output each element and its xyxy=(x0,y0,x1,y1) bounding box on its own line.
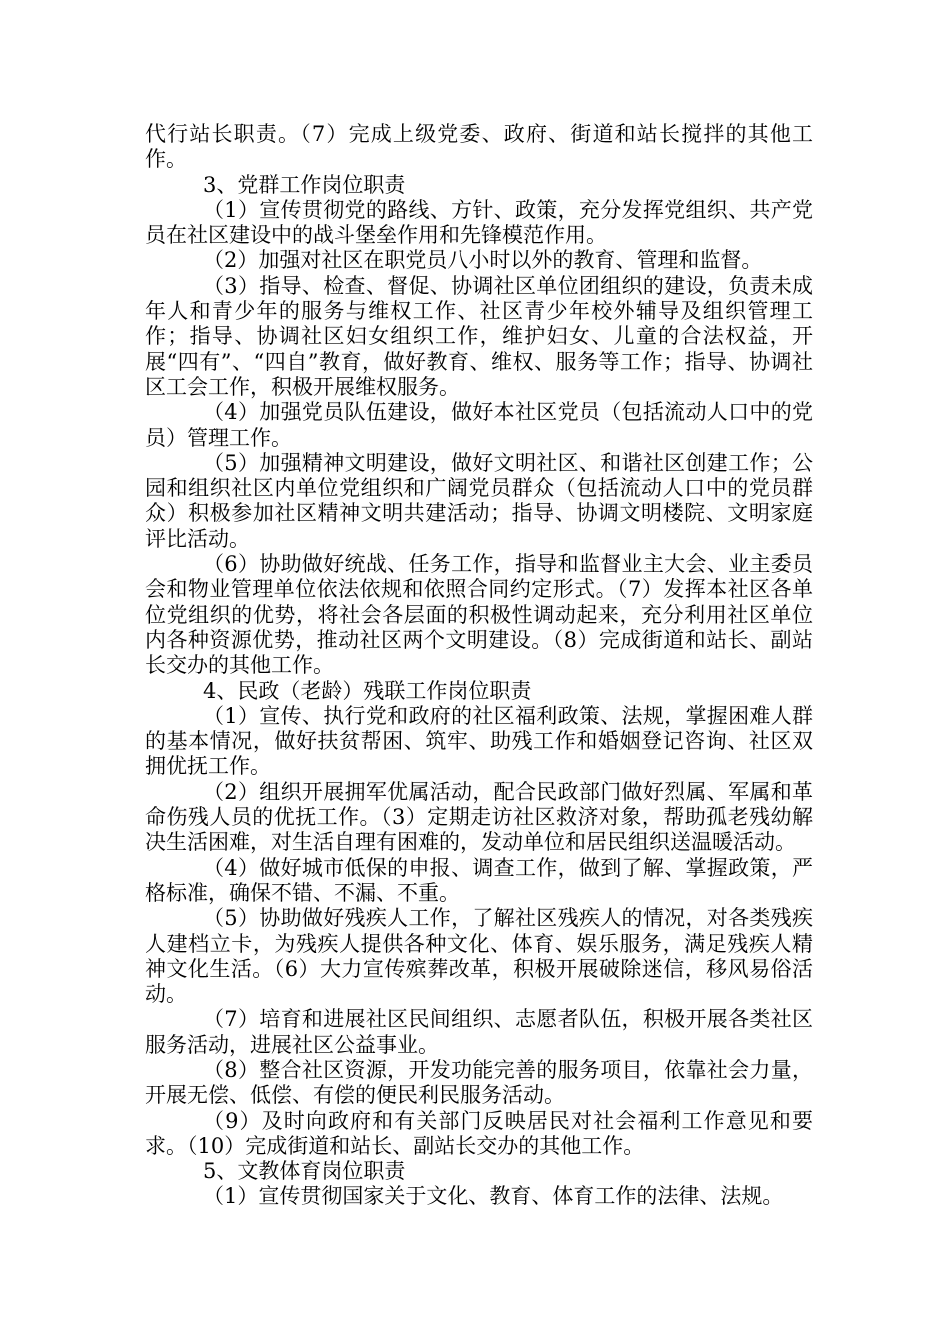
paragraph: （8）整合社区资源，开发功能完善的服务项目，依靠社会力量，开展无偿、低偿、有偿的便民利民服务活动。 xyxy=(145,1057,813,1108)
paragraph: （4）加强党员队伍建设，做好本社区党员（包括流动人口中的党员）管理工作。 xyxy=(145,400,813,450)
section-heading: 5、文教体育岗位职责 xyxy=(203,1159,406,1184)
paragraph: （6）协助做好统战、任务工作，指导和监督业主大会、业主委员会和物业管理单位依法依规和依照合同约定形式。（7）发挥本社区各单位党组织的优势，将社会各层面的积极性调动起来，充分利用社区单位内各种资源优势，推动社区两个文明建设。（8）完成街道和站长、副站长交办的其他工作。 xyxy=(145,552,813,678)
paragraph: 代行站长职责。（7）完成上级党委、政府、街道和站长搅拌的其他工作。 xyxy=(145,122,813,172)
section-heading: 4、民政（老龄）残联工作岗位职责 xyxy=(203,678,532,703)
document-page xyxy=(145,122,813,1210)
paragraph: （2）组织开展拥军优属活动，配合民政部门做好烈属、军属和革命伤残人员的优抚工作。（3）定期走访社区救济对象，帮助孤老残幼解决生活困难，对生活自理有困难的，发动单位和居民组织送温暖活动。 xyxy=(145,779,813,855)
paragraph: （1）宣传贯彻国家关于文化、教育、体育工作的法律、法规。 xyxy=(203,1184,784,1209)
paragraph: （1）宣传、执行党和政府的社区福利政策、法规，掌握困难人群的基本情况，做好扶贫帮困、筑牢、助残工作和婚姻登记咨询、社区双拥优抚工作。 xyxy=(145,703,813,779)
section-heading: 3、党群工作岗位职责 xyxy=(203,172,406,197)
paragraph: （5）加强精神文明建设，做好文明社区、和谐社区创建工作；公园和组织社区内单位党组织和广阔党员群众（包括流动人口中的党员群众）积极参加社区精神文明共建活动；指导、协调文明楼院、文明家庭评比活动。 xyxy=(145,450,813,551)
paragraph: （7）培育和进展社区民间组织、志愿者队伍，积极开展各类社区服务活动，进展社区公益事业。 xyxy=(145,1007,813,1057)
paragraph: （3）指导、检查、督促、协调社区单位团组织的建设，负责未成年人和青少年的服务与维权工作、社区青少年校外辅导及组织管理工作；指导、协调社区妇女组织工作，维护妇女、儿童的合法权益，开展“四有”、“四自”教育，做好教育、维权、服务等工作；指导、协调社区工会工作，积极开展维权服务。 xyxy=(145,273,813,399)
paragraph: （2）加强对社区在职党员八小时以外的教育、管理和监督。 xyxy=(203,248,763,273)
paragraph: （5）协助做好残疾人工作，了解社区残疾人的情况，对各类残疾人建档立卡，为残疾人提供各种文化、体育、娱乐服务，满足残疾人精神文化生活。（6）大力宣传殡葬改革，积极开展破除迷信，移风易俗活动。 xyxy=(145,906,813,1007)
paragraph: （1）宣传贯彻党的路线、方针、政策，充分发挥党组织、共产党员在社区建设中的战斗堡垒作用和先锋模范作用。 xyxy=(145,197,813,248)
paragraph: （4）做好城市低保的申报、调查工作，做到了解、掌握政策，严格标准，确保不错、不漏、不重。 xyxy=(145,855,813,905)
paragraph: （9）及时向政府和有关部门反映居民对社会福利工作意见和要求。（10）完成街道和站长、副站长交办的其他工作。 xyxy=(145,1108,813,1158)
